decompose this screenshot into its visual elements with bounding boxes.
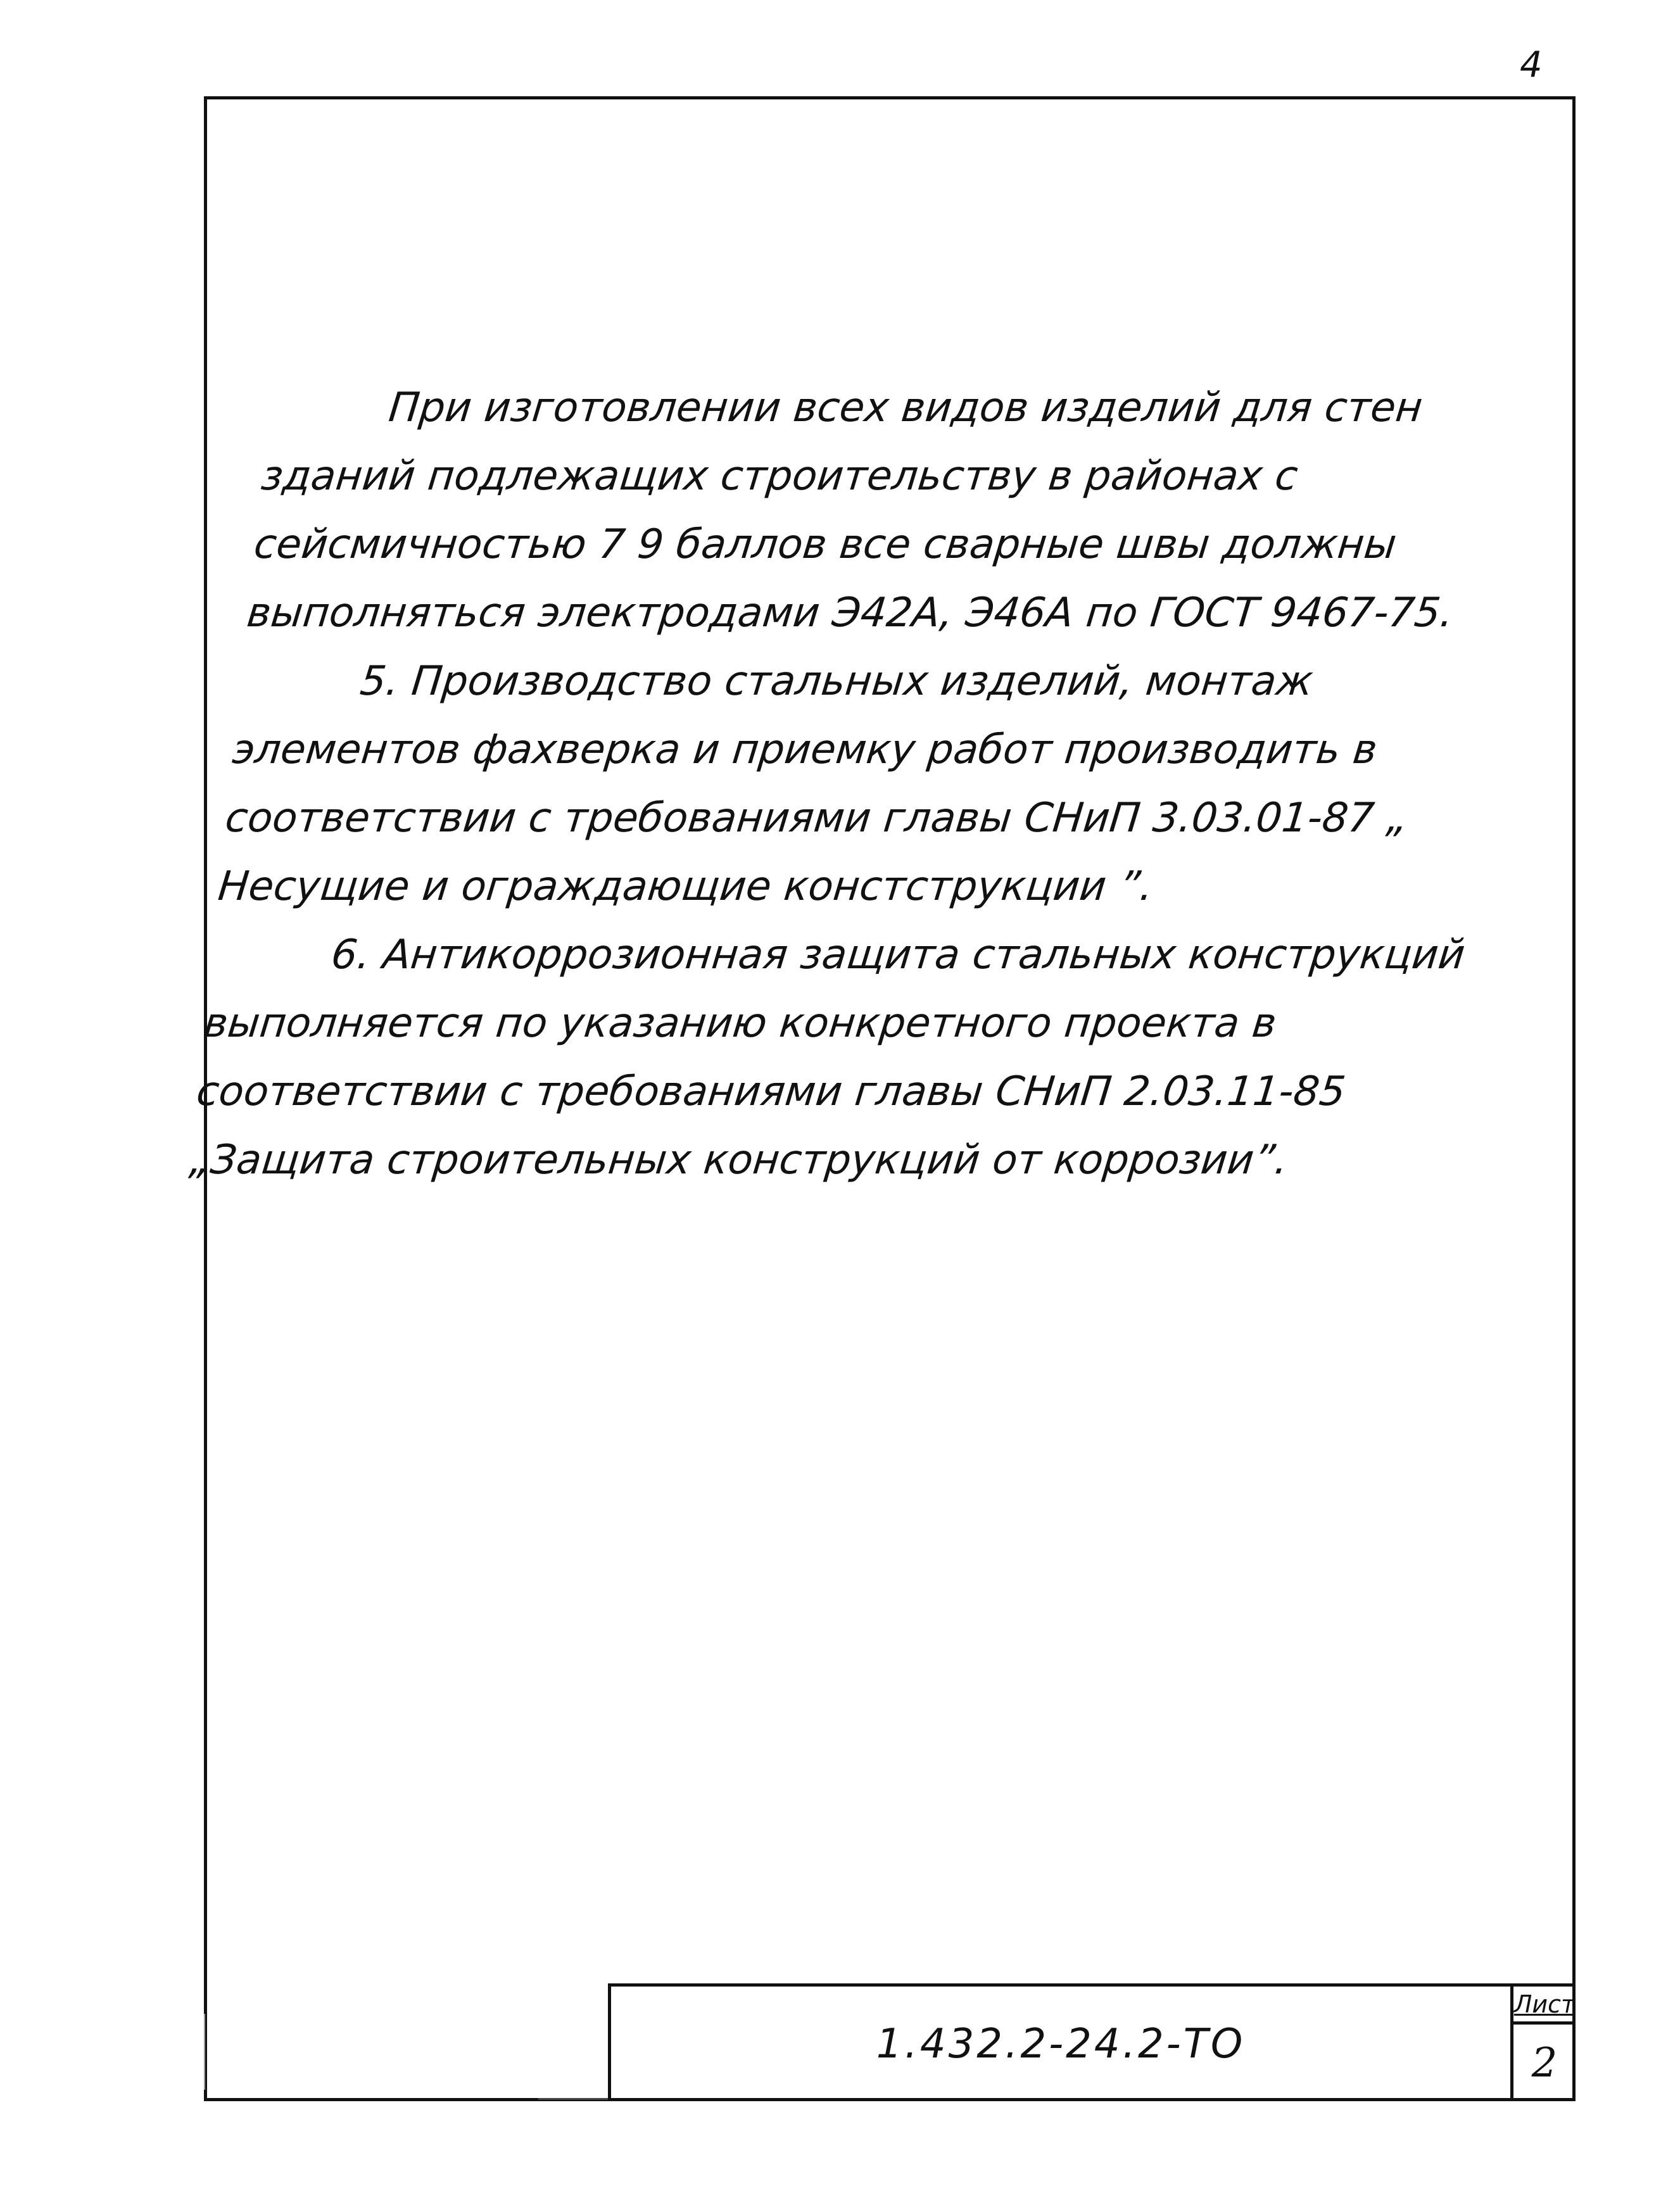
paragraph-production: 5. Производство стальных изделий, монтаж элементов фахверка и приемку работ производить в соответствии с требованиями главы СНиП 3.03.01-87 „ Несущие и ограждающие констструкции ”. [215,658,1411,910]
document-body [186,374,1532,1194]
sheet-cell [1510,1987,1576,2101]
document-code: 1.432.2-24.2-ТО [876,2020,1246,2068]
margin-mark [204,2014,205,2090]
title-block [608,1983,1576,2101]
sheet-label: Лист [1513,1987,1576,2025]
page-number: 4 [1520,44,1543,85]
sheet-number: 2 [1531,2039,1558,2087]
cut-line [538,2098,611,2100]
paragraph-anticorrosion: 6. Антикоррозионная защита стальных конструкций выполняется по указанию конкретного проекта в соответствии с требованиями главы СНиП 2.03.11-85 „Защита строительных конструкций от коррозии”. [187,932,1467,1184]
paragraph-welding: При изготовлении всех видов изделий для стен зданий подлежащих строительству в районах с сейсмичностью 7 9 баллов все сварные швы должны выполняться электродами Э42А, Э46А по ГОСТ 9467-75. [244,384,1456,636]
